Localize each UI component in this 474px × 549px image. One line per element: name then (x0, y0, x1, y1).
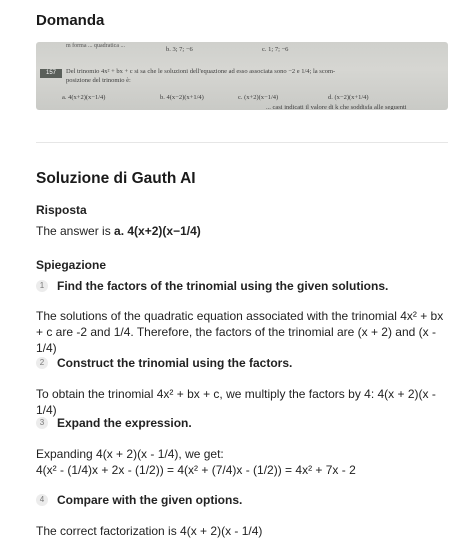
step-title: Find the factors of the trinomial using the given solutions. (57, 279, 389, 293)
photo-option-b: b. 4(x−2)(x+1/4) (160, 94, 204, 101)
step-2-header (36, 356, 292, 370)
photo-option-c-previous: c. 1; 7; −6 (262, 46, 289, 53)
step-4-header (36, 493, 242, 507)
photo-option-d: d. (x−2)(x+1/4) (328, 94, 369, 101)
answer-line (36, 223, 446, 239)
step-number-badge: 2 (36, 357, 48, 369)
question-photo[interactable] (36, 42, 448, 110)
step-title: Construct the trinomial using the factors. (57, 356, 293, 370)
exercise-number-badge: 157 (40, 69, 62, 78)
photo-text-line: m forma ... quadratica ... (66, 43, 125, 49)
step-number-badge: 4 (36, 494, 48, 506)
solution-heading: Soluzione di Gauth AI (36, 170, 196, 187)
photo-next-question-text: ... casi indicati il valore di k che soddisfa alle seguenti (266, 104, 407, 110)
step-3-header (36, 416, 192, 430)
photo-option-c: c. (x+2)(x−1/4) (238, 94, 279, 101)
photo-question-text: Del trinomio 4x² + bx + c si sa che le soluzioni dell'equazione ad esso associata sono −2 e 1/4; la scom- (66, 68, 336, 75)
step-3-expansion: 4(x² - (1/4)x + 2x - (1/2)) = 4(x² + (7/4)x - (1/2)) = 4x² + 7x - 2 (36, 463, 356, 477)
photo-option-b-previous: b. 3; 7; −6 (166, 46, 193, 53)
step-2-body: To obtain the trinomial 4x² + bx + c, we multiply the factors by 4: 4(x + 2)(x - 1/4) (36, 387, 436, 417)
answer-label: Risposta (36, 203, 87, 217)
answer-value: a. 4(x+2)(x−1/4) (114, 224, 201, 238)
question-heading: Domanda (36, 12, 105, 29)
answer-prefix: The answer is (36, 224, 115, 238)
step-number-badge: 3 (36, 417, 48, 429)
step-title: Expand the expression. (57, 416, 192, 430)
explanation-label: Spiegazione (36, 258, 107, 272)
photo-option-a: a. 4(x+2)(x−1/4) (62, 94, 106, 101)
step-number-badge: 1 (36, 280, 48, 292)
step-3-body: Expanding 4(x + 2)(x - 1/4), we get: (36, 447, 224, 461)
step-title: Compare with the given options. (57, 493, 243, 507)
step-1-body: The solutions of the quadratic equation associated with the trinomial 4x² + bx + c are -2 and 1/4. Therefore, the factors of the trinomial are (x + 2) and (x - 1/4) (36, 309, 444, 355)
step-1-header (36, 279, 388, 293)
photo-question-text-2: posizione del trinomio è: (66, 77, 131, 84)
section-divider (36, 142, 448, 143)
step-4-body: The correct factorization is 4(x + 2)(x - 1/4) (36, 524, 263, 538)
